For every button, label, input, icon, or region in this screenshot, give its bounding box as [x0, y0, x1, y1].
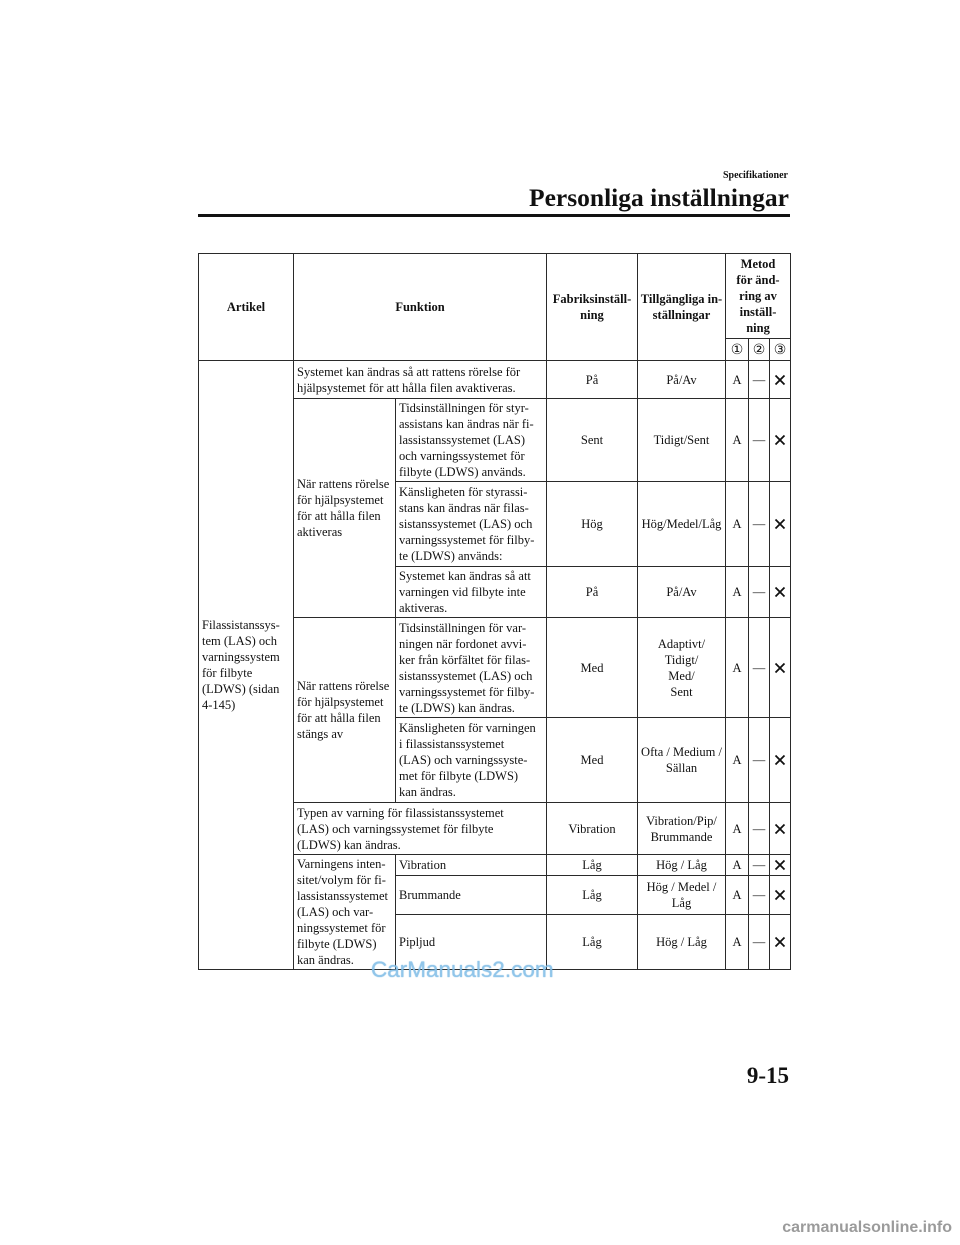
factory-setting-cell: Vibration: [547, 803, 638, 855]
method-step-2: ②: [749, 339, 770, 361]
method-2-cell: —: [749, 803, 770, 855]
method-1-cell: A: [726, 803, 749, 855]
method-2-cell: —: [749, 718, 770, 803]
method-1-cell: A: [726, 482, 749, 567]
item-cell: Filassistanssys- tem (LAS) och varningssystem för filbyte (LDWS) (sidan 4-145): [199, 361, 294, 970]
section-label: Specifikationer: [723, 170, 788, 181]
cross-icon: [774, 374, 786, 386]
column-header-available-settings: Tillgängliga in- ställningar: [638, 254, 726, 361]
watermark-brand: CarManuals2.com: [371, 957, 554, 982]
method-3-cell: [770, 399, 791, 482]
available-settings-cell: Hög / Låg: [638, 855, 726, 876]
method-3-cell: [770, 618, 791, 718]
function-group-label: När rattens rörelse för hjälpsystemet för att hålla filen stängs av: [294, 618, 396, 803]
available-settings-cell: Ofta / Medium / Sällan: [638, 718, 726, 803]
column-header-factory-setting: Fabriksinställ- ning: [547, 254, 638, 361]
table-row: [199, 361, 791, 399]
cross-icon: [774, 823, 786, 835]
cross-icon: [774, 434, 786, 446]
method-3-cell: [770, 855, 791, 876]
factory-setting-cell: Med: [547, 718, 638, 803]
function-cell: Brummande: [396, 876, 547, 914]
method-2-cell: —: [749, 567, 770, 618]
factory-setting-cell: Sent: [547, 399, 638, 482]
available-settings-cell: Hög / Medel / Låg: [638, 876, 726, 914]
method-3-cell: [770, 718, 791, 803]
factory-setting-cell: På: [547, 567, 638, 618]
function-cell: Pipljud: [396, 914, 547, 970]
method-3-cell: [770, 567, 791, 618]
method-3-cell: [770, 876, 791, 914]
factory-setting-cell: På: [547, 361, 638, 399]
cross-icon: [774, 754, 786, 766]
watermark-site: carmanualsonline.info: [782, 1219, 952, 1236]
method-2-cell: —: [749, 914, 770, 970]
factory-setting-cell: Hög: [547, 482, 638, 567]
available-settings-cell: Hög/Medel/Låg: [638, 482, 726, 567]
cross-icon: [774, 936, 786, 948]
method-2-cell: —: [749, 876, 770, 914]
method-3-cell: [770, 914, 791, 970]
column-header-item: Artikel: [199, 254, 294, 361]
method-3-cell: [770, 803, 791, 855]
method-3-cell: [770, 361, 791, 399]
function-cell: Tidsinställningen för styr- assistans kan ändras när fi- lassistanssystemet (LAS) och varningssystemet för filbyte (LDWS) används.: [396, 399, 547, 482]
table-header-row: [199, 254, 791, 339]
factory-setting-cell: Låg: [547, 876, 638, 914]
method-1-cell: A: [726, 718, 749, 803]
function-cell: Känsligheten för varningen i filassistanssystemet (LAS) och varningssyste- met för filbyte (LDWS) kan ändras.: [396, 718, 547, 803]
function-cell: Känsligheten för styrassi- stans kan ändras när filas- sistanssystemet (LAS) och varningssystemet för filby- te (LDWS) används:: [396, 482, 547, 567]
method-2-cell: —: [749, 399, 770, 482]
function-group-label: Varningens inten- sitet/volym för fi- lassistanssystemet (LAS) och var- ningssystemet för filbyte (LDWS) kan ändras.: [294, 855, 396, 970]
settings-table: [198, 253, 791, 970]
available-settings-cell: Vibration/Pip/ Brummande: [638, 803, 726, 855]
method-1-cell: A: [726, 361, 749, 399]
method-2-cell: —: [749, 855, 770, 876]
available-settings-cell: Adaptivt/ Tidigt/ Med/ Sent: [638, 618, 726, 718]
cross-icon: [774, 889, 786, 901]
function-cell: Systemet kan ändras så att rattens rörelse för hjälpsystemet för att hålla filen avaktiveras.: [294, 361, 547, 399]
method-1-cell: A: [726, 876, 749, 914]
method-1-cell: A: [726, 618, 749, 718]
cross-icon: [774, 586, 786, 598]
available-settings-cell: Tidigt/Sent: [638, 399, 726, 482]
method-2-cell: —: [749, 361, 770, 399]
available-settings-cell: På/Av: [638, 361, 726, 399]
column-header-change-method: Metod för änd- ring av inställ- ning: [726, 254, 791, 339]
cross-icon: [774, 859, 786, 871]
factory-setting-cell: Med: [547, 618, 638, 718]
function-cell: Typen av varning för filassistanssystemet (LAS) och varningssystemet för filbyte (LDWS) kan ändras.: [294, 803, 547, 855]
method-step-1: ①: [726, 339, 749, 361]
function-cell: Systemet kan ändras så att varningen vid filbyte inte aktiveras.: [396, 567, 547, 618]
page-number: 9-15: [746, 1063, 789, 1088]
page-title: Personliga inställningar: [529, 183, 789, 212]
column-header-function: Funktion: [294, 254, 547, 361]
method-3-cell: [770, 482, 791, 567]
method-step-3: ③: [770, 339, 791, 361]
function-group-label: När rattens rörelse för hjälpsystemet för att hålla filen aktiveras: [294, 399, 396, 618]
cross-icon: [774, 518, 786, 530]
method-2-cell: —: [749, 618, 770, 718]
function-cell: Tidsinställningen för var- ningen när fordonet avvi- ker från körfältet för filas- sistanssystemet (LAS) och varningssystemet för filby- te (LDWS) kan ändras.: [396, 618, 547, 718]
method-1-cell: A: [726, 855, 749, 876]
factory-setting-cell: Låg: [547, 855, 638, 876]
method-1-cell: A: [726, 399, 749, 482]
header-rule: [198, 214, 790, 217]
factory-setting-cell: Låg: [547, 914, 638, 970]
cross-icon: [774, 662, 786, 674]
method-1-cell: A: [726, 914, 749, 970]
method-1-cell: A: [726, 567, 749, 618]
available-settings-cell: Hög / Låg: [638, 914, 726, 970]
available-settings-cell: På/Av: [638, 567, 726, 618]
function-cell: Vibration: [396, 855, 547, 876]
method-2-cell: —: [749, 482, 770, 567]
